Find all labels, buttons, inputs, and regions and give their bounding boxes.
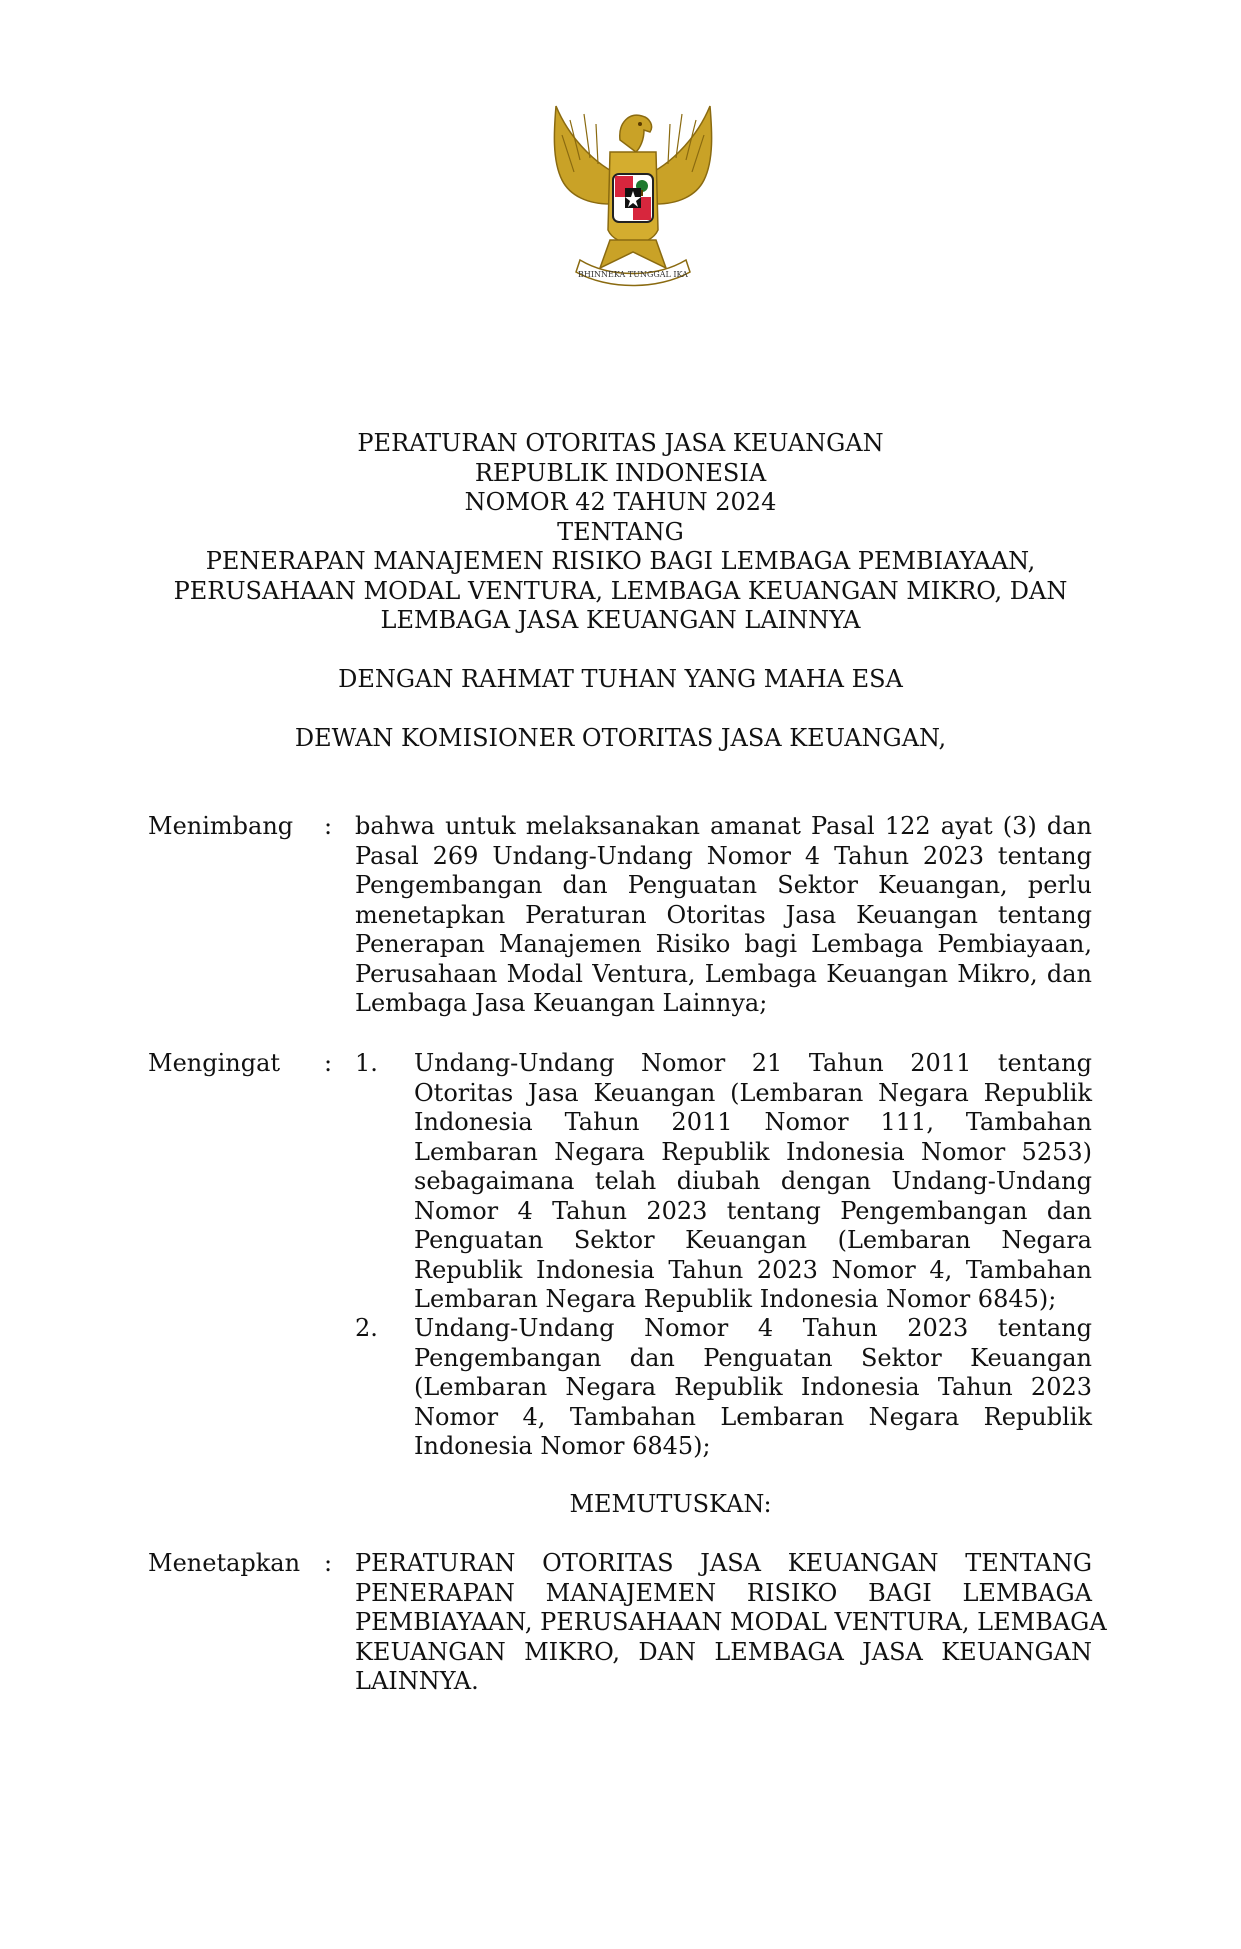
text-line: Nomor 4 Tahun 2023 tentang Pengembangan dan [414,1196,1092,1225]
text-line: Lembaran Negara Republik Indonesia Nomor 6845); [414,1285,1057,1313]
menetapkan-label: Menetapkan [148,1549,301,1577]
text-line: Undang-Undang Nomor 4 Tahun 2023 tentang [414,1314,1092,1342]
title-line: NOMOR 42 TAHUN 2024 [464,488,777,516]
menimbang-label: Menimbang [148,812,294,840]
authority [0,724,1241,754]
text-line: Indonesia Tahun 2011 Nomor 111, Tambahan [414,1108,1092,1136]
garuda-emblem-icon [540,100,726,290]
title-line: PENERAPAN MANAJEMEN RISIKO BAGI LEMBAGA PEMBIAYAAN, [205,547,1036,575]
menetapkan-colon: : [324,1549,333,1577]
text-line: Republik Indonesia Tahun 2023 Nomor 4, Tambahan [414,1255,1092,1284]
text-line: Pengembangan dan Penguatan Sektor Keuangan, perlu [355,871,1092,899]
item-number: 2. [355,1314,378,1342]
text-line: LAINNYA. [355,1667,479,1695]
menetapkan-text [355,1549,1107,1697]
title-line: TENTANG [557,517,684,546]
menimbang-text [355,812,1092,1019]
emblem-motto: BHINNEKA TUNGGAL IKA [578,270,688,279]
text-line: KEUANGAN MIKRO, DAN LEMBAGA JASA KEUANGAN [355,1637,1092,1666]
title-line: PERUSAHAAN MODAL VENTURA, LEMBAGA KEUANGAN MIKRO, DAN [173,576,1068,605]
text-line: PEMBIAYAAN, PERUSAHAAN MODAL VENTURA, LEMBAGA [355,1608,1107,1636]
regulation-title [0,429,1241,636]
text-line: Pengembangan dan Penguatan Sektor Keuangan [414,1343,1092,1372]
title-line: REPUBLIK INDONESIA [474,458,767,487]
title-line: LEMBAGA JASA KEUANGAN LAINNYA [380,606,861,634]
text-line: Lembaga Jasa Keuangan Lainnya; [355,989,768,1017]
title-line: PERATURAN OTORITAS JASA KEUANGAN [357,429,884,457]
text-line: bahwa untuk melaksanakan amanat Pasal 122 ayat (3) dan [355,812,1092,840]
mengingat-label: Mengingat [148,1049,281,1077]
menimbang-colon: : [324,812,333,840]
text-line: menetapkan Peraturan Otoritas Jasa Keuangan tentang [355,900,1092,929]
invocation [0,665,1241,695]
text-line: PENERAPAN MANAJEMEN RISIKO BAGI LEMBAGA [355,1578,1092,1607]
item-number: 1. [355,1049,378,1077]
text-line: Otoritas Jasa Keuangan (Lembaran Negara Republik [414,1078,1092,1107]
text-line: Pasal 269 Undang-Undang Nomor 4 Tahun 2023 tentang [355,841,1092,870]
text-line: Lembaran Negara Republik Indonesia Nomor 5253) [414,1137,1092,1166]
text-line: Undang-Undang Nomor 21 Tahun 2011 tentang [414,1049,1092,1077]
text-line: (Lembaran Negara Republik Indonesia Tahun 2023 [414,1373,1092,1401]
text-line: Perusahaan Modal Ventura, Lembaga Keuangan Mikro, dan [355,959,1092,988]
text-line: Penerapan Manajemen Risiko bagi Lembaga Pembiayaan, [355,930,1092,958]
text-line: PERATURAN OTORITAS JASA KEUANGAN TENTANG [355,1549,1092,1577]
invocation-text: DENGAN RAHMAT TUHAN YANG MAHA ESA [338,665,903,693]
memutuskan-heading [0,1490,1241,1520]
text-line: Indonesia Nomor 6845); [414,1432,711,1460]
memutuskan-text: MEMUTUSKAN: [569,1490,772,1518]
text-line: Penguatan Sektor Keuangan (Lembaran Negara [414,1226,1092,1254]
text-line: sebagaimana telah diubah dengan Undang-Undang [414,1167,1092,1195]
mengingat-item-1 [414,1049,1092,1315]
mengingat-colon: : [324,1049,333,1077]
text-line: Nomor 4, Tambahan Lembaran Negara Republik [414,1402,1092,1431]
mengingat-item-2 [414,1314,1092,1462]
authority-text: DEWAN KOMISIONER OTORITAS JASA KEUANGAN, [294,724,947,752]
